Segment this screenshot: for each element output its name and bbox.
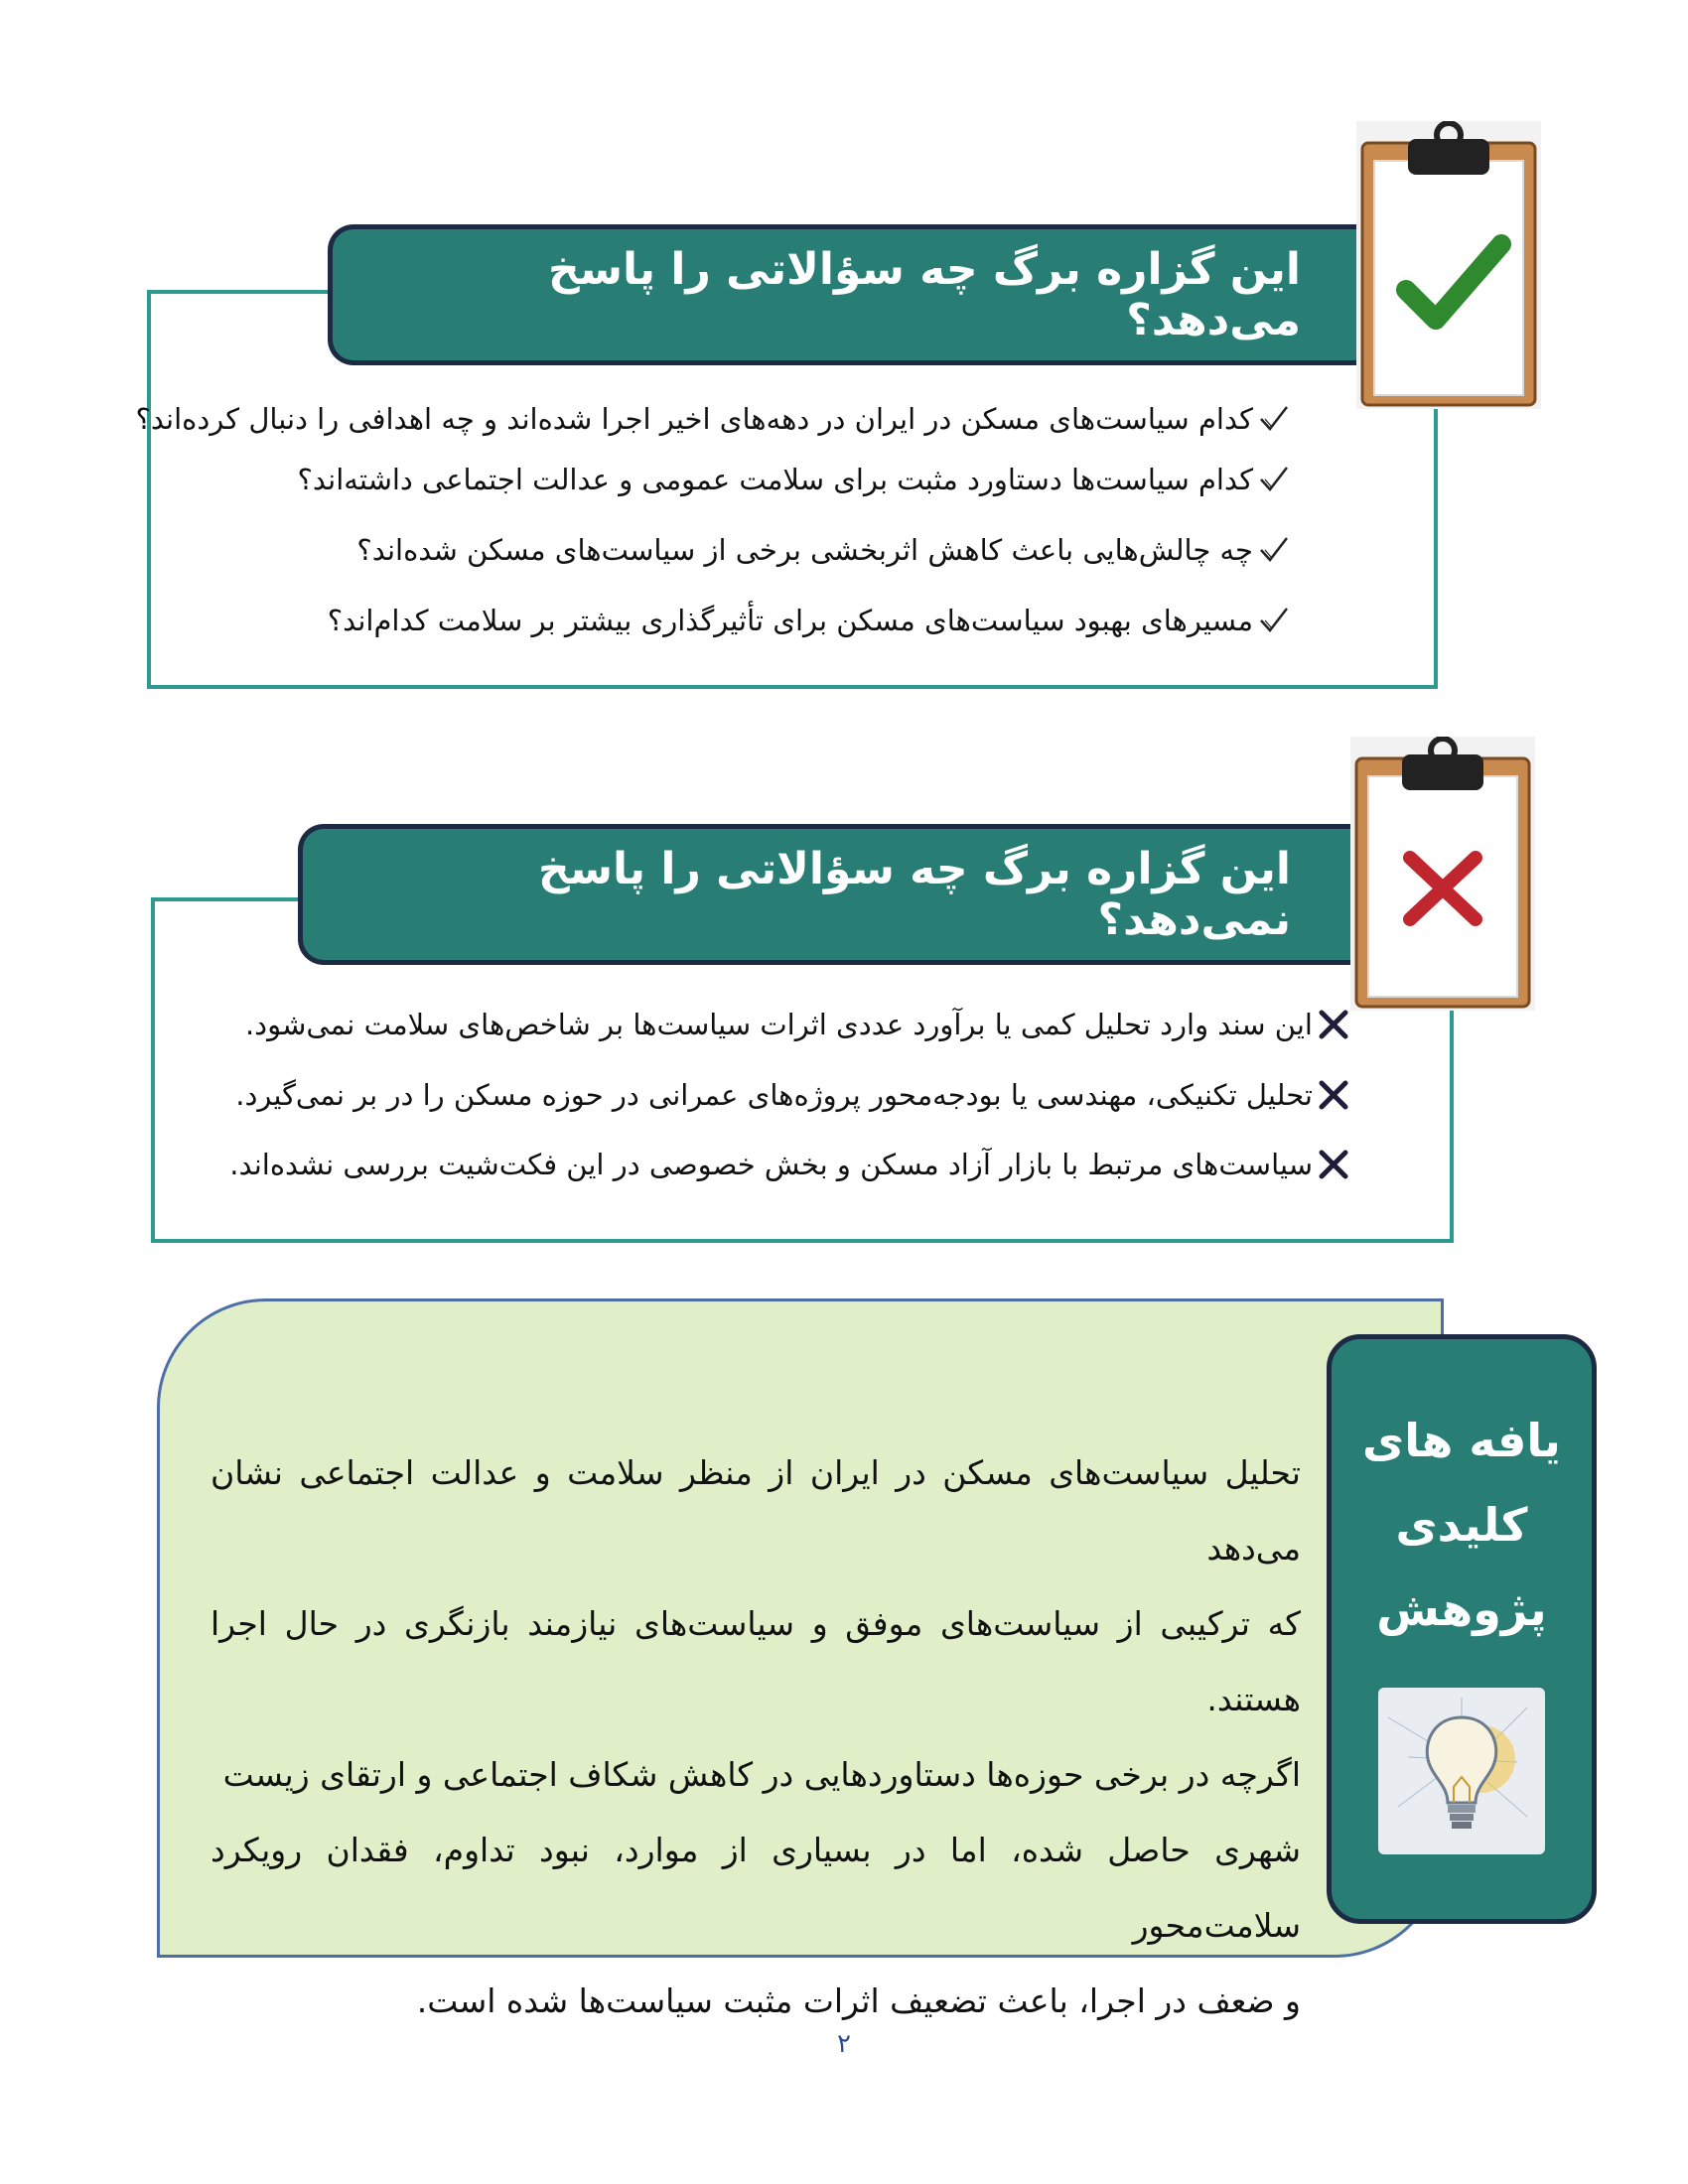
findings-line: که ترکیبی از سیاست‌های موفق و سیاست‌های نیازمند بازنگری در حال اجرا هستند. (211, 1604, 1301, 1718)
findings-title: یافه های کلیدی پژوهش (1362, 1414, 1561, 1636)
lightbulb-icon (1378, 1688, 1545, 1854)
findings-text (211, 1435, 1301, 2039)
check-icon (1257, 465, 1291, 494)
findings-line: اگرچه در برخی حوزه‌ها دستاوردهایی در کاهش شکاف اجتماعی و ارتقای زیست (222, 1755, 1301, 1794)
list-item: کدام سیاست‌ها دستاورد مثبت برای سلامت عمومی و عدالت اجتماعی داشته‌اند؟ (179, 449, 1291, 510)
clipboard-check-image (1356, 121, 1541, 409)
non-answers-title: این گزاره برگ چه سؤالاتی را پاسخ نمی‌دهد؟ (538, 844, 1291, 945)
check-icon (1257, 606, 1291, 635)
check-icon (1257, 535, 1291, 565)
x-mark-icon (1317, 1078, 1350, 1112)
list-item: چه چالش‌هایی باعث کاهش اثربخشی برخی از سیاست‌های مسکن شده‌اند؟ (179, 510, 1291, 590)
answers-list (135, 389, 1291, 651)
clipboard-icon (1356, 121, 1541, 409)
non-answers-header (298, 824, 1360, 965)
x-mark-icon (1317, 1148, 1350, 1181)
x-mark-icon (1317, 1008, 1350, 1041)
findings-line: شهری حاصل شده، اما در بسیاری از موارد، نبود تداوم، فقدان رویکرد سلامت‌محور (211, 1831, 1301, 1945)
findings-line: و ضعف در اجرا، باعث تضعیف اثرات مثبت سیاست‌ها شده است. (416, 1981, 1301, 2020)
list-item: مسیرهای بهبود سیاست‌های مسکن برای تأثیرگذاری بیشتر بر سلامت کدام‌اند؟ (179, 590, 1291, 651)
clipboard-icon (1350, 737, 1535, 1011)
answers-header (328, 224, 1370, 365)
list-item: کدام سیاست‌های مسکن در ایران در دهه‌های اخیر اجرا شده‌اند و چه اهدافی را دنبال کرده‌اند؟ (179, 389, 1291, 449)
non-answers-list (229, 989, 1350, 1199)
list-item: تحلیل تکنیکی، مهندسی یا بودجه‌محور پروژه‌های عمرانی در حوزه مسکن را در بر نمی‌گیرد. (238, 1060, 1350, 1130)
answers-title: این گزاره برگ چه سؤالاتی را پاسخ می‌دهد؟ (548, 244, 1301, 345)
findings-line: تحلیل سیاست‌های مسکن در ایران از منظر سلامت و عدالت اجتماعی نشان می‌دهد (211, 1453, 1301, 1568)
lightbulb-image (1378, 1688, 1545, 1854)
page-number: ۲ (837, 2029, 851, 2059)
findings-badge (1327, 1334, 1597, 1924)
list-item: سیاست‌های مرتبط با بازار آزاد مسکن و بخش خصوصی در این فکت‌شیت بررسی نشده‌اند. (238, 1130, 1350, 1199)
check-icon (1257, 404, 1291, 434)
clipboard-cross-image (1350, 737, 1535, 1011)
list-item: این سند وارد تحلیل کمی یا برآورد عددی اثرات سیاست‌ها بر شاخص‌های سلامت نمی‌شود. (238, 989, 1350, 1060)
